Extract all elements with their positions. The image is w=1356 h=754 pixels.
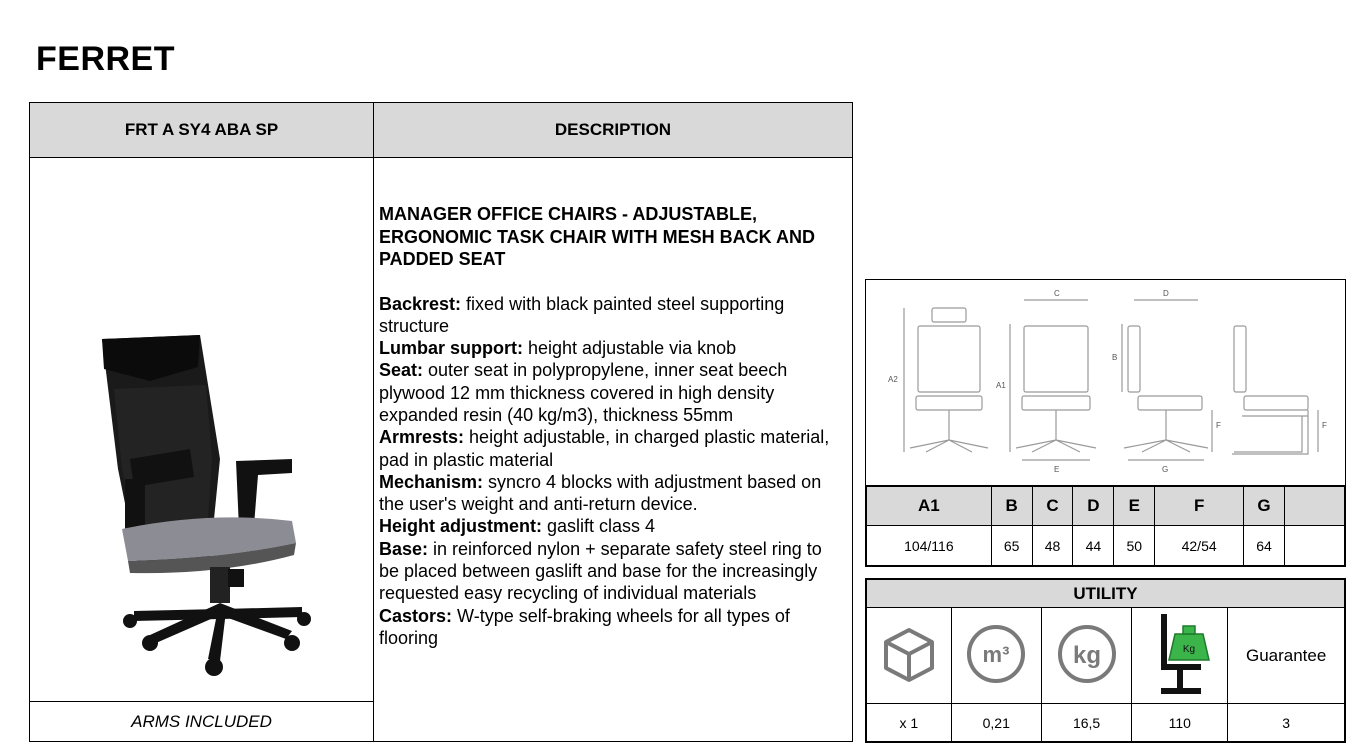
- spec-text: outer seat in polypropylene, inner seat beech plywood 12 mm thickness covered in high density expanded resin (40 kg/m3), thickness 55mm: [379, 360, 788, 425]
- utility-value-pieces: x 1: [867, 704, 952, 742]
- description-body: [379, 203, 844, 649]
- kg-label: kg: [1072, 642, 1101, 669]
- product-code-header: FRT A SY4 ABA SP: [30, 103, 373, 158]
- dim-value-a1: 104/116: [867, 526, 992, 566]
- spec-text: syncro 4 blocks with adjustment based on the user's weight and anti-return device.: [379, 471, 822, 515]
- spec-lumbar: [379, 337, 844, 359]
- dim-header-empty: [1285, 487, 1345, 526]
- product-photo: [30, 159, 373, 702]
- label-a1: A1: [996, 381, 1006, 390]
- utility-value-weight: 16,5: [1041, 704, 1131, 742]
- spec-text: gaslift class 4: [542, 516, 656, 537]
- chair-line-drawings: [866, 280, 1345, 486]
- arms-included-note: ARMS INCLUDED: [131, 712, 272, 731]
- spec-text: in reinforced nylon + separate safety steel ring to be placed between gaslift and base for the increasingly requested easy recycling of individual materials: [379, 538, 822, 604]
- dim-header-f: F: [1155, 487, 1244, 526]
- dim-value-b: 65: [991, 526, 1032, 566]
- chair-image: [30, 159, 373, 702]
- spec-armrests: [379, 426, 844, 471]
- label-c: C: [1054, 289, 1060, 298]
- dim-value-g: 64: [1244, 526, 1285, 566]
- spec-mechanism: [379, 471, 844, 516]
- product-table: [29, 102, 853, 742]
- utility-header: UTILITY: [867, 580, 1345, 608]
- description-heading: MANAGER OFFICE CHAIRS - ADJUSTABLE, ERGONOMIC TASK CHAIR WITH MESH BACK AND PADDED SEAT: [379, 204, 815, 269]
- utility-value-volume: 0,21: [951, 704, 1041, 742]
- m3-label: m³: [982, 642, 1010, 667]
- spec-text: height adjustable via knob: [523, 338, 737, 359]
- spec-backrest: [379, 293, 844, 338]
- label-f-right: F: [1322, 421, 1327, 430]
- cubic-meter-icon: [951, 608, 1041, 704]
- box-icon: [867, 608, 952, 704]
- utility-table: [865, 578, 1346, 743]
- dim-header-d: D: [1073, 487, 1114, 526]
- dim-value-f: 42/54: [1155, 526, 1244, 566]
- description-header: DESCRIPTION: [374, 103, 852, 158]
- spec-base: [379, 538, 844, 605]
- weight-capacity-icon: [1132, 608, 1228, 704]
- spec-label: Lumbar support:: [379, 338, 523, 359]
- spec-castors: [379, 605, 844, 650]
- dim-header-b: B: [991, 487, 1032, 526]
- label-d: D: [1163, 289, 1169, 298]
- spec-label: Backrest:: [379, 293, 462, 314]
- product-column: [30, 103, 374, 741]
- utility-value-capacity: 110: [1132, 704, 1228, 742]
- dim-header-a1: A1: [867, 487, 992, 526]
- spec-label: Mechanism:: [379, 471, 484, 492]
- guarantee-label: Guarantee: [1228, 608, 1345, 704]
- label-b: B: [1112, 353, 1118, 362]
- label-g: G: [1162, 465, 1169, 474]
- weight-label: Kg: [1182, 644, 1195, 655]
- label-a2: A2: [888, 375, 898, 384]
- dim-value-c: 48: [1032, 526, 1073, 566]
- dim-value-d: 44: [1073, 526, 1114, 566]
- dim-value-empty: [1285, 526, 1345, 566]
- spec-label: Height adjustment:: [379, 516, 543, 537]
- utility-value-guarantee: 3: [1228, 704, 1345, 742]
- spec-text: fixed with black painted steel supporting structure: [379, 293, 785, 336]
- kg-icon: [1041, 608, 1131, 704]
- spec-label: Seat:: [379, 360, 424, 381]
- dim-header-c: C: [1032, 487, 1073, 526]
- label-f-left: F: [1216, 421, 1221, 430]
- label-e: E: [1054, 465, 1060, 474]
- spec-text: W-type self-braking wheels for all types of flooring: [379, 605, 790, 648]
- dimensions-table: [865, 485, 1346, 567]
- dimension-diagram: [865, 279, 1346, 486]
- spec-label: Castors:: [379, 605, 453, 626]
- spec-label: Armrests:: [379, 427, 465, 448]
- page-title: FERRET: [36, 40, 175, 78]
- spec-height: [379, 515, 844, 537]
- spec-seat: [379, 359, 844, 426]
- spec-text: height adjustable, in charged plastic material, pad in plastic material: [379, 427, 830, 470]
- spec-label: Base:: [379, 538, 429, 559]
- dim-header-g: G: [1244, 487, 1285, 526]
- dim-value-e: 50: [1114, 526, 1155, 566]
- description-column: [374, 103, 852, 741]
- dim-header-e: E: [1114, 487, 1155, 526]
